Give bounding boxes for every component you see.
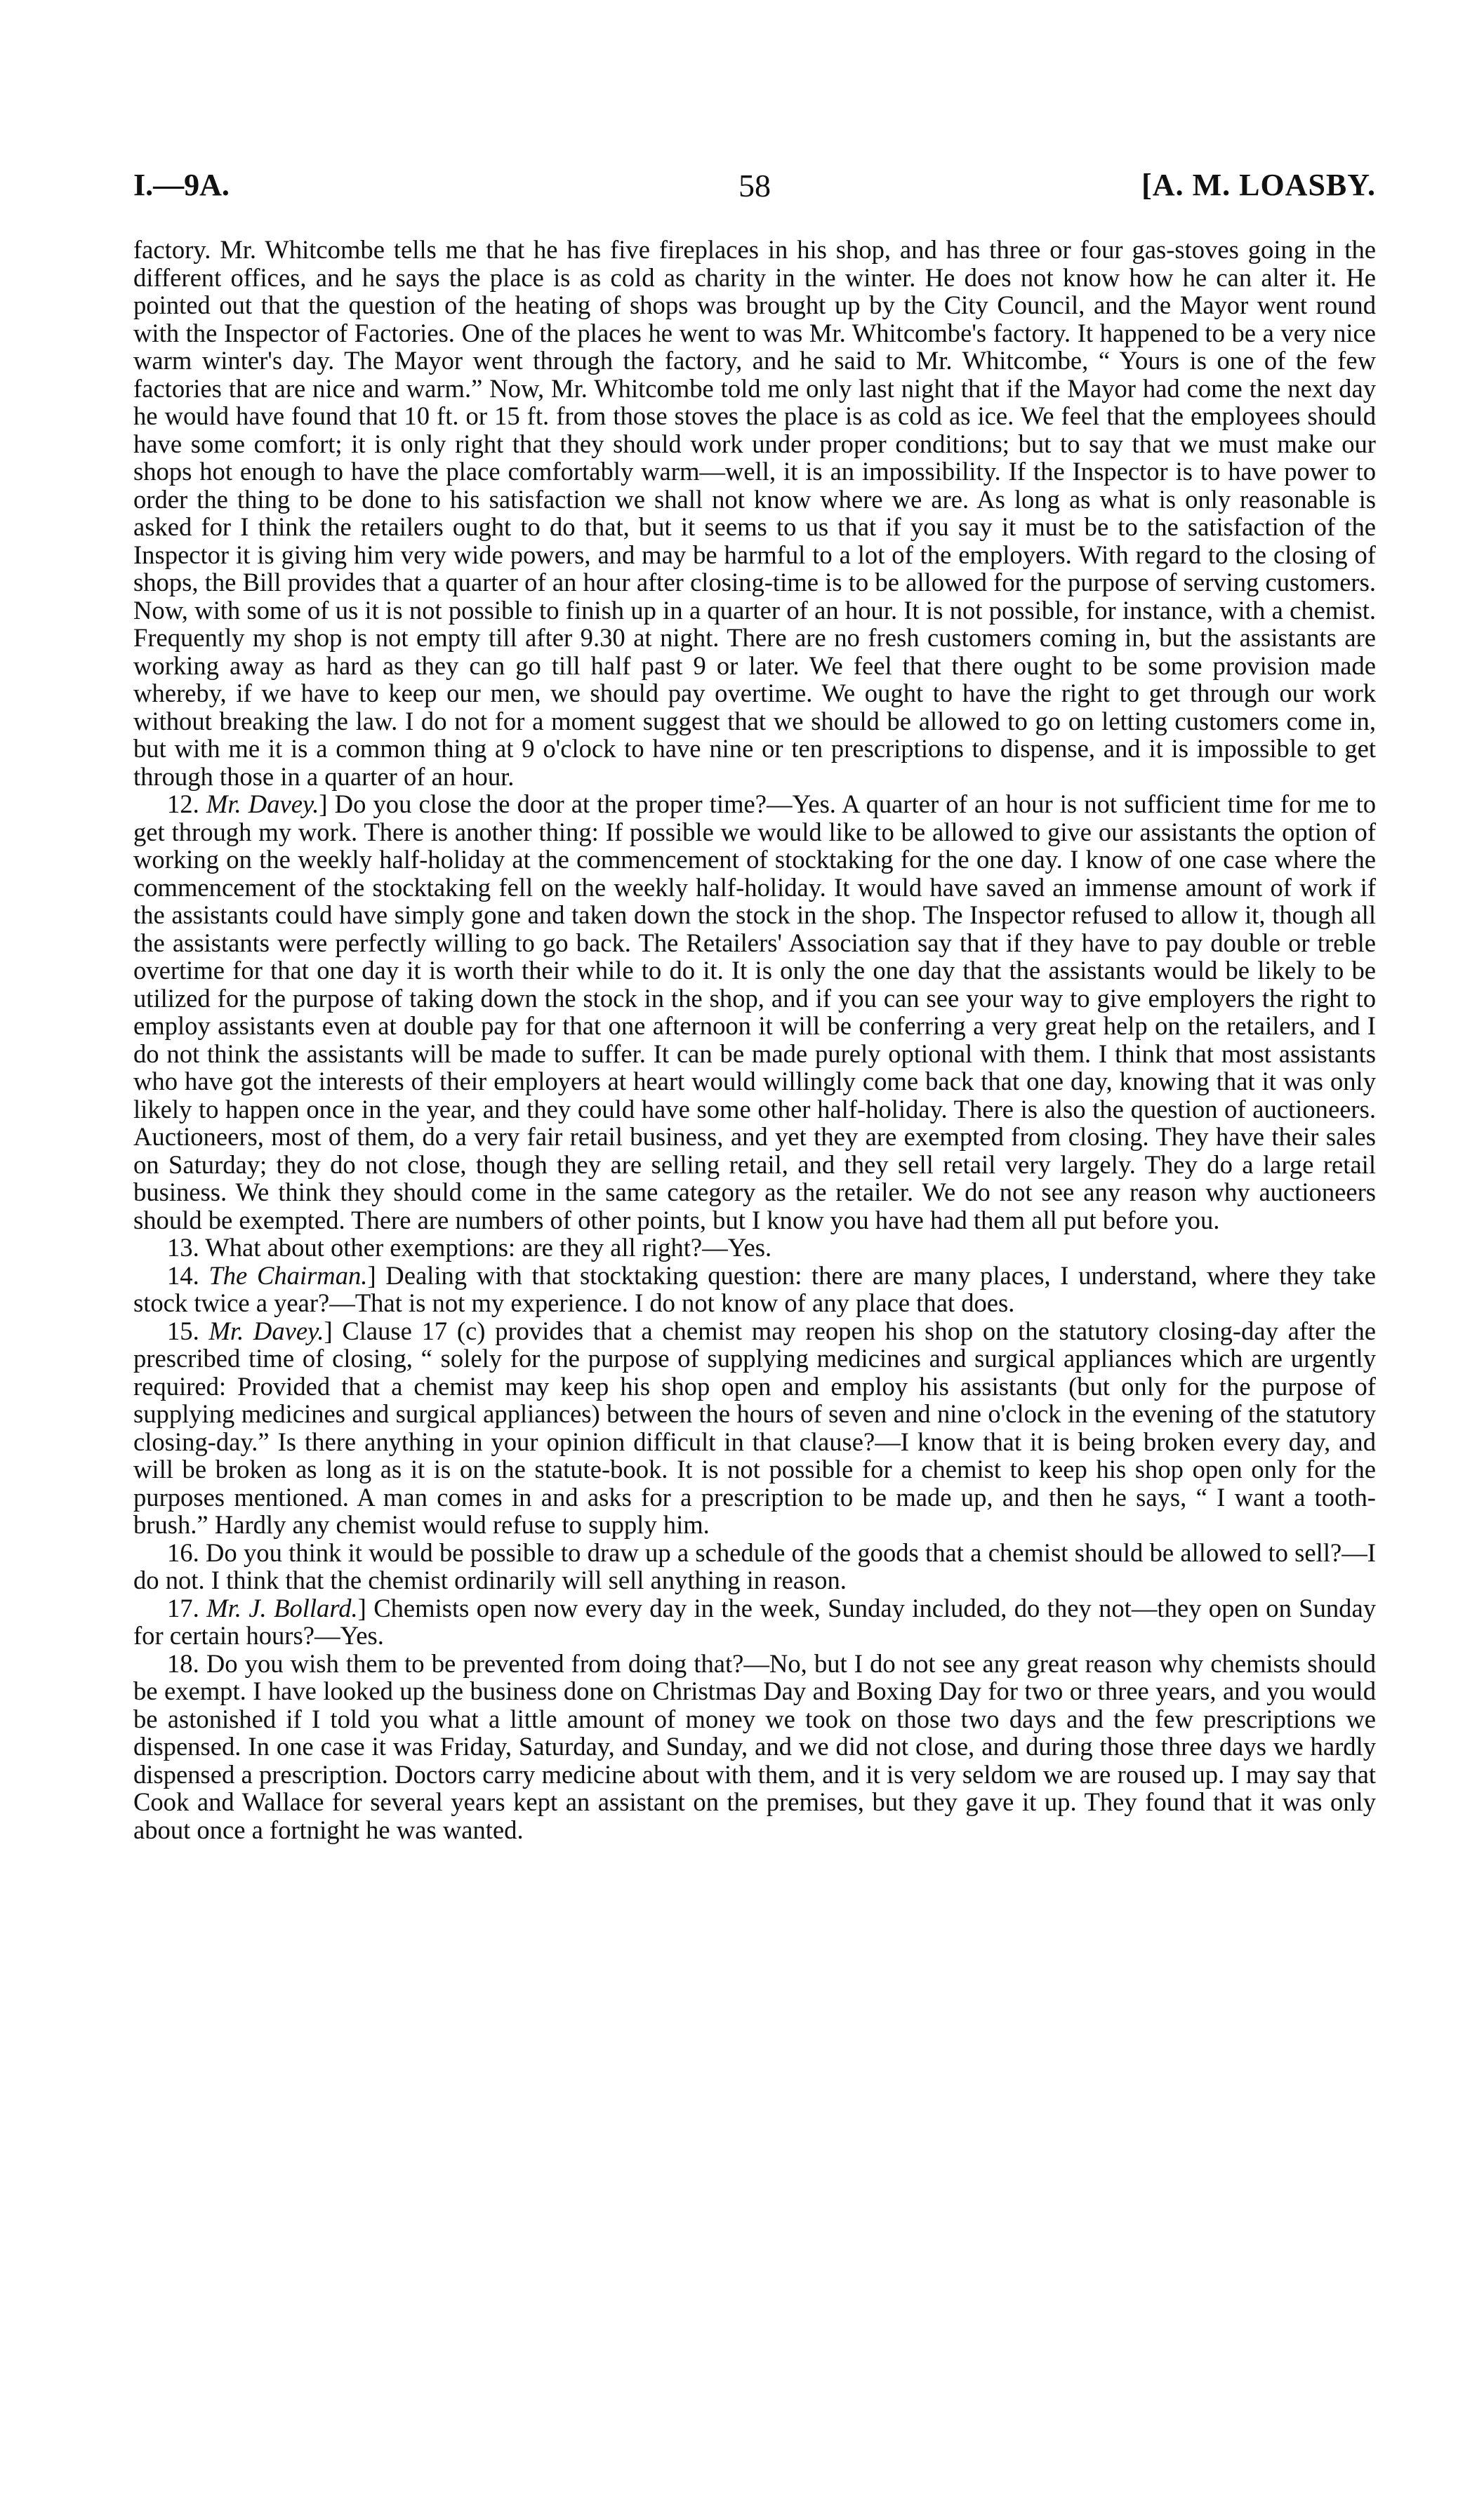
paragraph-continuation (133, 236, 1376, 790)
speaker-name: Mr. Davey. (208, 1316, 324, 1345)
question-12 (133, 790, 1376, 1234)
paragraph-text: ] Clause 17 (c) provides that a chemist may reopen his shop on the statutory closing-day after the prescribed time of closing, “ solely for the purpose of supplying medicines and surgical appliances which are urgently required: Provided that a chemist may keep his shop open and employ his assistants (but only for the purpose of supplying medicines and surgical appliances) between the hours of seven and nine o'clock in the evening of the statutory closing-day.” Is there anything in your opinion difficult in that clause?—I know that it is being broken every day, and will be broken as long as it is on the statute-book. It is not possible for a chemist to keep his shop open only for the purposes mentioned. A man comes in and asks for a prescription to be made up, and then he says, “ I want a tooth-brush.” Hardly any chemist would refuse to supply him. (133, 1316, 1376, 1539)
paragraph-text: What about other exemptions: are they all right?—Yes. (205, 1233, 772, 1262)
paragraph-text: ] Do you close the door at the proper time?—Yes. A quarter of an hour is not sufficient time for me to get through my work. There is another thing: If possible we would like to be allowed to give our assistants the option of working on the weekly half-holiday at the commencement of stocktaking for the one day. I know of one case where the commencement of the stocktaking fell on the weekly half-holiday. It would have saved an immense amount of work if the assistants could have simply gone and taken down the stock in the shop. The Inspector refused to allow it, though all the assistants were perfectly willing to go back. The Retailers' Association say that if they have to pay double or treble overtime for that one day it is worth their while to do it. It is only the one day that the assistants would be likely to be utilized for the purpose of taking down the stock in the shop, and if you can see your way to give employers the right to employ assistants even at double pay for that one afternoon it will be conferring a very great help on the retailers, and I do not think the assistants will be made to suffer. It can be made purely optional with them. I think that most assistants who have got the interests of their employers at heart would willingly come back that one day, knowing that it was only likely to happen once in the year, and they could have some other half-holiday. There is also the question of auctioneers. Auctioneers, most of them, do a very fair retail business, and yet they are exempted from closing. They have their sales on Saturday; they do not close, though they are selling retail, and they sell retail very largely. They do a large retail business. We think they should come in the same category as the retailer. We do not see any reason why auctioneers should be exempted. There are numbers of other points, but I know you have had them all put before you. (133, 789, 1376, 1234)
question-number: 14. (167, 1260, 199, 1290)
question-17 (133, 1594, 1376, 1650)
question-16 (133, 1539, 1376, 1594)
paragraph-text: Do you wish them to be prevented from doing that?—No, but I do not see any great reason why chemists should be exempt. I have looked up the business done on Christmas Day and Boxing Day for two or three years, and you would be astonished if I told you what a little amount of money we took on those two days and the few prescriptions we dispensed. In one case it was Friday, Saturday, and Sunday, and we did not close, and during those three days we hardly dispensed a prescription. Doctors carry medicine about with them, and it is very seldom we are roused up. I may say that Cook and Wallace for several years kept an assistant on the premises, but they gave it up. They found that it was only about once a fortnight he was wanted. (133, 1648, 1376, 1844)
question-15 (133, 1317, 1376, 1539)
question-13 (133, 1234, 1376, 1262)
paragraph-text: Do you think it would be possible to draw up a schedule of the goods that a chemist should be allowed to sell?—I do not. I think that the chemist ordinarily will sell anything in reason. (133, 1538, 1376, 1594)
paragraph-text: ] Dealing with that stocktaking question: there are many places, I understand, where they take stock twice a year?—That is not my experience. I do not know of any place that does. (133, 1260, 1376, 1317)
witness-name: [A. M. LOASBY. (1141, 168, 1376, 202)
paper-reference: I.—9A. (133, 168, 230, 202)
page-header (133, 167, 1376, 209)
question-number: 13. (167, 1233, 199, 1262)
question-number: 17. (167, 1593, 199, 1622)
question-number: 15. (167, 1316, 199, 1345)
paragraph-text: ] Chemists open now every day in the week, Sunday included, do they not—they open on Sunday for certain hours?—Yes. (133, 1593, 1376, 1650)
question-number: 12. (167, 789, 199, 818)
question-number: 18. (167, 1648, 199, 1678)
question-18 (133, 1650, 1376, 1844)
question-14 (133, 1262, 1376, 1317)
page-body (133, 236, 1376, 1844)
page-number: 58 (738, 168, 771, 204)
question-number: 16. (167, 1538, 199, 1567)
speaker-name: Mr. Davey. (206, 789, 319, 818)
speaker-name: The Chairman. (208, 1260, 368, 1290)
paragraph-text: factory. Mr. Whitcombe tells me that he has five fireplaces in his shop, and has three or four gas-stoves going in the different offices, and he says the place is as cold as charity in the winter. He does not know how he can alter it. He pointed out that the question of the heating of shops was brought up by the City Council, and the Mayor went round with the Inspector of Factories. One of the places he went to was Mr. Whitcombe's factory. It happened to be a very nice warm winter's day. The Mayor went through the factory, and he said to Mr. Whitcombe, “ Yours is one of the few factories that are nice and warm.” Now, Mr. Whitcombe told me only last night that if the Mayor had come the next day he would have found that 10 ft. or 15 ft. from those stoves the place is as cold as ice. We feel that the employees should have some comfort; it is only right that they should work under proper conditions; but to say that we must make our shops hot enough to have the place comfortably warm—well, it is an impossibility. If the Inspector is to have power to order the thing to be done to his satisfaction we shall not know where we are. As long as what is only reasonable is asked for I think the retailers ought to do that, but it seems to us that if you say it must be to the satisfaction of the Inspector it is giving him very wide powers, and may be harmful to a lot of the employers. With regard to the closing of shops, the Bill provides that a quarter of an hour after closing-time is to be allowed for the purpose of serving customers. Now, with some of us it is not possible to finish up in a quarter of an hour. It is not possible, for instance, with a chemist. Frequently my shop is not empty till after 9.30 at night. There are no fresh customers coming in, but the assistants are working away as hard as they can go till half past 9 or later. We feel that there ought to be some provision made whereby, if we have to keep our men, we should pay overtime. We ought to have the right to get through our work without breaking the law. I do not for a moment suggest that we should be allowed to go on letting customers come in, but with me it is a common thing at 9 o'clock to have nine or ten prescriptions to dispense, and it is impossible to get through those in a quarter of an hour. (133, 235, 1376, 791)
speaker-name: Mr. J. Bollard. (206, 1593, 358, 1622)
